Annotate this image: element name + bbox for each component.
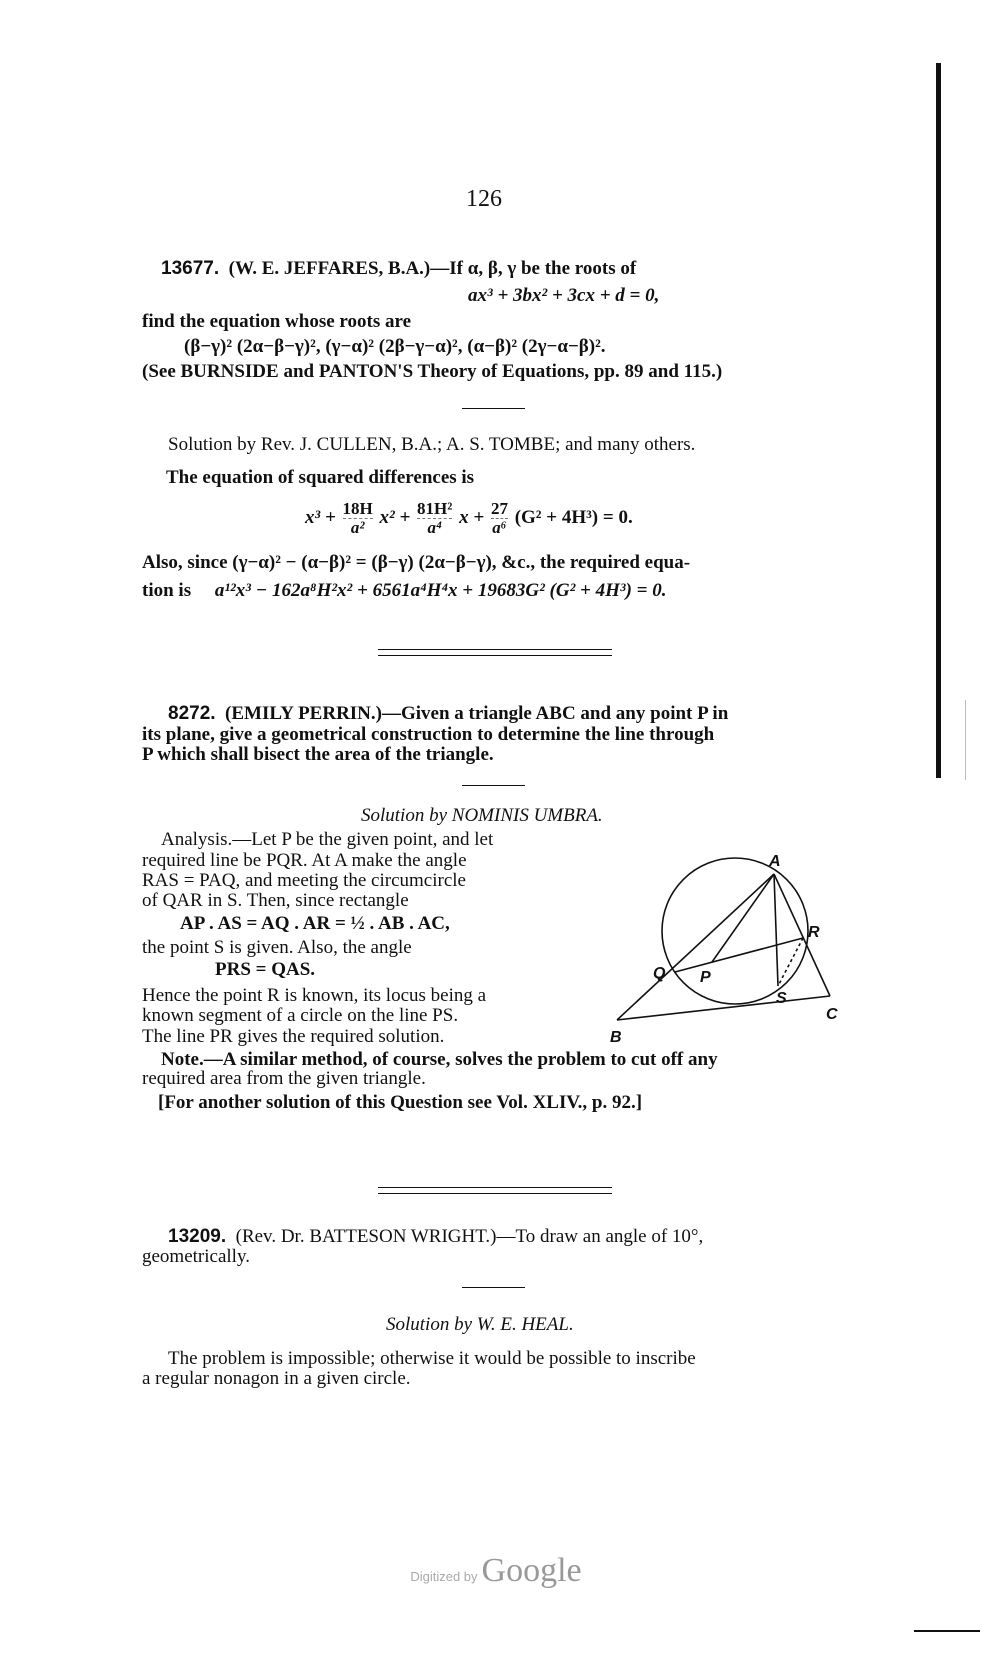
question-text: (W. E. JEFFARES, B.A.)—If α, β, γ be the roots of: [228, 258, 637, 279]
cross-reference: [For another solution of this Question see Vol. XLIV., p. 92.]: [158, 1092, 643, 1113]
question-number: 8272.: [168, 703, 216, 724]
label-S: S: [776, 990, 787, 1007]
analysis-equation: PRS = QAS.: [215, 959, 316, 980]
analysis-line: known segment of a circle on the line PS.: [142, 1005, 459, 1026]
solution-text-line: Also, since (γ−α)² − (α−β)² = (β−γ) (2α−β−γ), &c., the required equa-: [142, 552, 691, 573]
label-P: P: [700, 969, 711, 986]
analysis-line: the point S is given. Also, the angle: [142, 937, 412, 958]
numerator: 27: [490, 499, 508, 519]
scan-corner-mark: [914, 1630, 980, 1632]
numerator: 81H²: [417, 499, 453, 519]
analysis-line: The line PR gives the required solution.: [142, 1026, 445, 1047]
watermark-prefix: Digitized by: [410, 1569, 478, 1584]
question-number: 13677.: [161, 258, 220, 279]
question-text-line: find the equation whose roots are: [142, 311, 412, 332]
analysis-equation: AP . AS = AQ . AR = ½ . AB . AC,: [180, 913, 450, 934]
denominator: a²: [350, 518, 365, 538]
circumcircle: [662, 858, 808, 1004]
question-text-line: its plane, give a geometrical construction to determine the line through: [142, 724, 715, 745]
roots-expression: (β−γ)² (2α−β−γ)², (γ−α)² (2β−γ−α)², (α−β)² (2γ−α−β)².: [184, 336, 606, 357]
eq-term: (G² + 4H³) = 0.: [514, 507, 633, 528]
digitized-by-google-watermark: [0, 1552, 992, 1590]
label-C: C: [826, 1006, 838, 1023]
question-text-line: P which shall bisect the area of the triangle.: [142, 744, 494, 765]
label-Q: Q: [653, 965, 666, 982]
google-logo: Google: [481, 1552, 582, 1589]
solution-byline: Solution by W. E. HEAL.: [386, 1314, 574, 1335]
analysis-line: RAS = PAQ, and meeting the circumcircle: [142, 870, 466, 891]
solution-text-line: a regular nonagon in a given circle.: [142, 1368, 411, 1389]
denominator: a⁶: [492, 518, 507, 538]
line-QR: [675, 938, 803, 972]
result-equation: a¹²x³ − 162a⁸H²x² + 6561a⁴H⁴x + 19683G² (G² + 4H³) = 0.: [214, 580, 667, 601]
divider: [462, 1287, 525, 1288]
solution-byline: Solution by NOMINIS UMBRA.: [361, 805, 603, 826]
question-text: (EMILY PERRIN.)—Given a triangle ABC and any point P in: [225, 703, 729, 724]
label-A: A: [769, 853, 781, 870]
analysis-line: Analysis.—Let P be the given point, and let: [161, 829, 494, 850]
analysis-line: Hence the point R is known, its locus being a: [142, 985, 487, 1006]
denominator: a⁴: [427, 518, 442, 538]
question-number: 13209.: [168, 1226, 227, 1247]
reference-line: (See BURNSIDE and PANTON'S Theory of Equations, pp. 89 and 115.): [142, 361, 723, 382]
solution-byline: Solution by Rev. J. CULLEN, B.A.; A. S. TOMBE; and many others.: [168, 434, 696, 455]
analysis-line: of QAR in S. Then, since rectangle: [142, 890, 409, 911]
note-line: Note.—A similar method, of course, solves the problem to cut off any: [161, 1049, 718, 1070]
label-B: B: [610, 1029, 622, 1046]
line-AS: [774, 874, 778, 986]
page-number: 126: [466, 186, 502, 212]
line-BA: [617, 874, 774, 1020]
note-line: required area from the given triangle.: [142, 1068, 426, 1089]
question-13209-header: [168, 1226, 703, 1248]
eq-term: x +: [459, 507, 485, 528]
text: tion is: [142, 580, 192, 601]
question-text: (Rev. Dr. BATTESON WRIGHT.)—To draw an angle of 10°,: [235, 1226, 704, 1247]
double-divider-bottom: [378, 1193, 612, 1194]
double-divider-top: [378, 1187, 612, 1188]
eq-term: x³ +: [305, 507, 336, 528]
solution-text-line: The problem is impossible; otherwise it would be possible to inscribe: [168, 1348, 696, 1369]
question-text-line: geometrically.: [142, 1246, 250, 1267]
line-BC: [617, 996, 830, 1020]
label-R: R: [808, 924, 820, 941]
numerator: 18H: [342, 499, 373, 519]
analysis-line: required line be PQR. At A make the angle: [142, 850, 467, 871]
solution-intro: The equation of squared differences is: [166, 467, 475, 488]
eq-term: x² +: [379, 507, 411, 528]
cubic-equation: ax³ + 3bx² + 3cx + d = 0,: [468, 285, 660, 306]
